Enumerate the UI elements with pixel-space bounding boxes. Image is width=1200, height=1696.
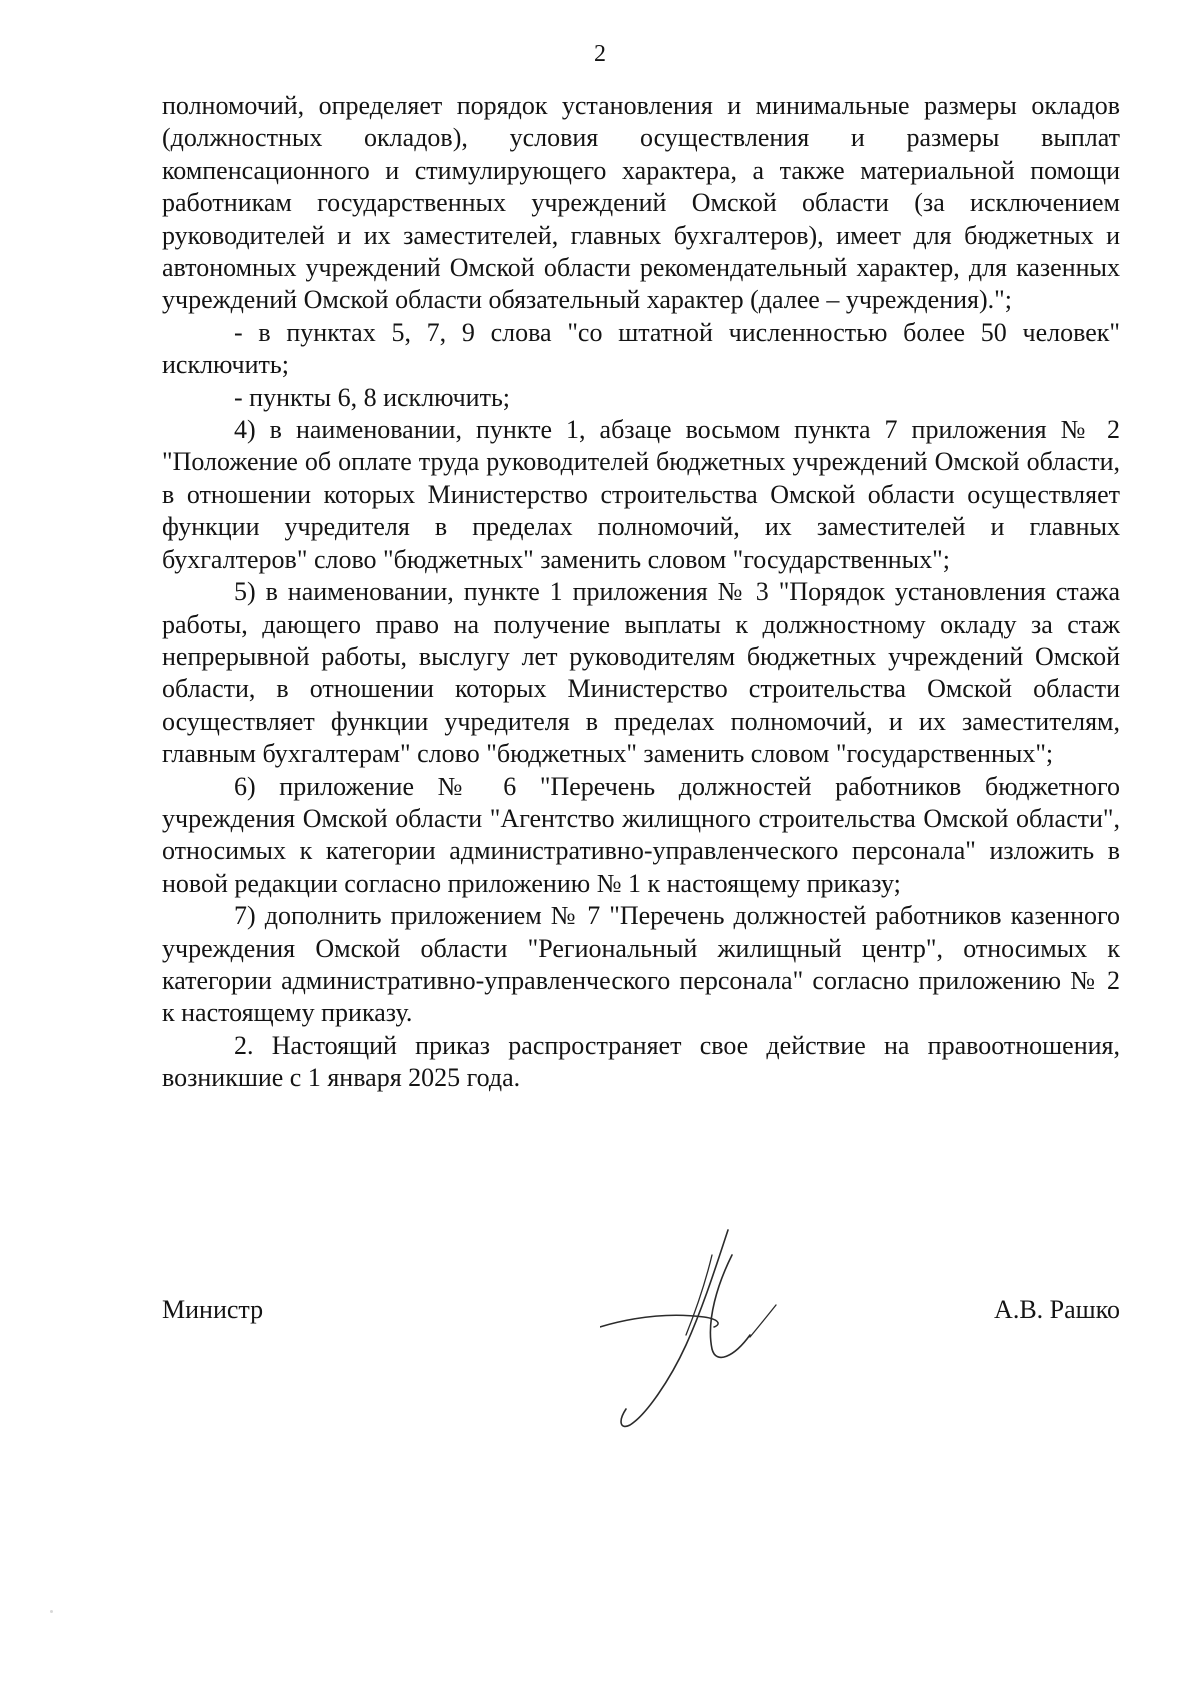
document-body	[162, 90, 1120, 1095]
paragraph-2: - в пунктах 5, 7, 9 слова "со штатной численностью более 50 человек" исключить;	[162, 317, 1120, 380]
paragraph-3: - пункты 6, 8 исключить;	[234, 382, 511, 412]
paragraph-8: 2. Настоящий приказ распространяет свое действие на правоотношения, возникшие с 1 января 2025 года.	[162, 1030, 1120, 1093]
page-number: 2	[594, 41, 606, 67]
paragraph-1: полномочий, определяет порядок установления и минимальные размеры окладов (должностных окладов), условия осуществления и размеры выплат компенсационного и стимулирующего характера, а также материальной помощи работникам государственных учреждений Омской области (за исключением руководителей и их заместителей, главных бухгалтеров), имеет для бюджетных и автономных учреждений Омской области рекомендательный характер, для казенных учреждений Омской области обязательный характер (далее – учреждения).";	[162, 91, 1120, 315]
handwritten-signature-icon	[600, 1225, 860, 1445]
signatory-name: А.В. Рашко	[994, 1295, 1120, 1324]
paragraph-6: 6) приложение № 6 "Перечень должностей работников бюджетного учреждения Омской области "Агентство жилищного строительства Омской области", относимых к категории административно-управленческого персонала" изложить в новой редакции согласно приложению № 1 к настоящему приказу;	[162, 771, 1120, 898]
signatory-title: Министр	[162, 1295, 264, 1324]
scan-artifact	[50, 1610, 53, 1613]
paragraph-4: 4) в наименовании, пункте 1, абзаце восьмом пункта 7 приложения № 2 "Положение об оплате труда руководителей бюджетных учреждений Омской области, в отношении которых Министерство строительства Омской области осуществляет функции учредителя в пределах полномочий, их заместителей и главных бухгалтеров" слово "бюджетных" заменить словом "государственных";	[162, 415, 1120, 574]
paragraph-5: 5) в наименовании, пункте 1 приложения № 3 "Порядок установления стажа работы, дающего право на получение выплаты к должностному окладу за стаж непрерывной работы, выслугу лет руководителям бюджетных учреждений Омской области, в отношении которых Министерство строительства Омской области осуществляет функции учредителя в пределах полномочий, и их заместителям, главным бухгалтерам" слово "бюджетных" заменить словом "государственных";	[162, 577, 1120, 769]
paragraph-7: 7) дополнить приложением № 7 "Перечень должностей работников казенного учреждения Омской области "Региональный жилищный центр", относимых к категории административно-управленческого персонала" согласно приложению № 2 к настоящему приказу.	[162, 901, 1120, 1028]
